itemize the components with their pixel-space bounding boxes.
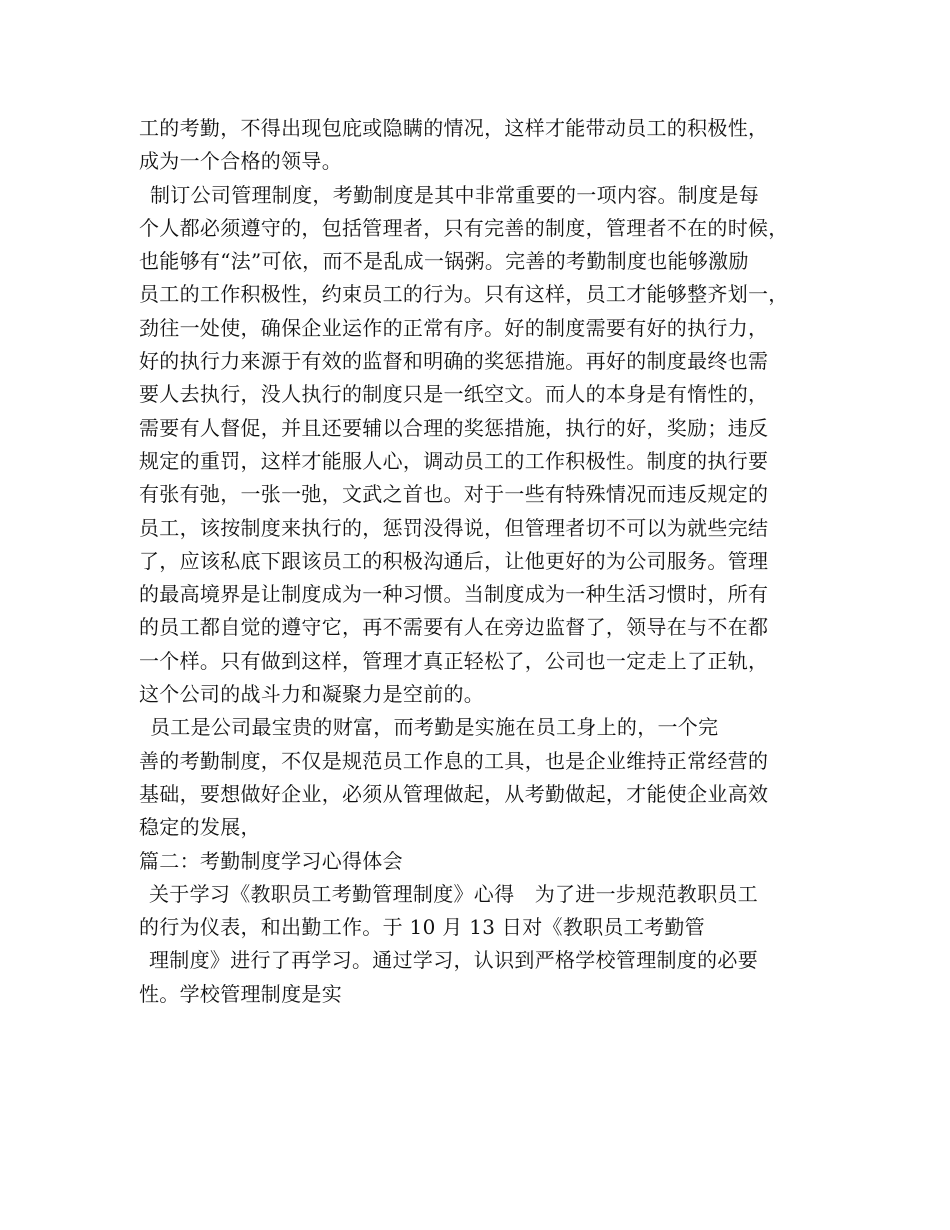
text-line: 员工，该按制度来执行的，惩罚没得说，但管理者切不可以为就些完结	[139, 515, 769, 540]
text-line: 员工的工作积极性，约束员工的行为。只有这样，员工才能够整齐划一，	[139, 282, 789, 307]
text-line: 善的考勤制度，不仅是规范员工作息的工具，也是企业维持正常经营的	[139, 748, 769, 773]
text-line: 要人去执行，没人执行的制度只是一纸空文。而人的本身是有惰性的，	[139, 382, 769, 407]
paragraph-start-line: 关于学习《教职员工考勤管理制度》心得 为了进一步规范教职员工	[149, 881, 758, 906]
document-body	[139, 112, 829, 1011]
text-line: 的最高境界是让制度成为一种习惯。当制度成为一种生活习惯时，所有	[139, 582, 769, 607]
text-line: 基础，要想做好企业，必须从管理做起，从考勤做起，才能使企业高效	[139, 781, 769, 806]
text-line: 这个公司的战斗力和凝聚力是空前的。	[139, 682, 485, 707]
text-line: 需要有人督促，并且还要辅以合理的奖惩措施，执行的好，奖励；违反	[139, 415, 769, 440]
text-line: 一个样。只有做到这样，管理才真正轻松了，公司也一定走上了正轨，	[139, 648, 769, 673]
text-line: 的行为仪表，和出勤工作。于 10 月 13 日对《教职员工考勤管	[139, 915, 705, 940]
text-line: 工的考勤，不得出现包庇或隐瞒的情况，这样才能带动员工的积极性，	[139, 116, 769, 140]
text-line: 了，应该私底下跟该员工的积极沟通后，让他更好的为公司服务。管理	[139, 548, 769, 573]
text-line: 规定的重罚，这样才能服人心，调动员工的工作积极性。制度的执行要	[139, 448, 769, 473]
text-line: 成为一个合格的领导。	[139, 149, 342, 174]
text-line: 好的执行力来源于有效的监督和明确的奖惩措施。再好的制度最终也需	[139, 349, 769, 374]
paragraph-start-line: 制订公司管理制度，考勤制度是其中非常重要的一项内容。制度是每	[150, 182, 759, 207]
text-line: 的员工都自觉的遵守它，再不需要有人在旁边监督了，领导在与不在都	[139, 615, 769, 640]
text-line: 也能够有“法”可依，而不是乱成一锅粥。完善的考勤制度也能够激励	[139, 249, 749, 274]
paragraph-start-line: 员工是公司最宝贵的财富，而考勤是实施在员工身上的，一个完	[150, 715, 719, 740]
section-heading: 篇二：考勤制度学习心得体会	[139, 848, 403, 873]
text-line: 劲往一处使，确保企业运作的正常有序。好的制度需要有好的执行力，	[139, 315, 769, 340]
text-line: 性。学校管理制度是实	[139, 981, 342, 1006]
text-line: 个人都必须遵守的，包括管理者，只有完善的制度，管理者不在的时候，	[139, 215, 789, 240]
text-line: 理制度》进行了再学习。通过学习，认识到严格学校管理制度的必要	[149, 948, 758, 973]
text-line: 有张有弛，一张一弛，文武之首也。对于一些有特殊情况而违反规定的	[139, 482, 769, 507]
text-line: 稳定的发展，	[139, 815, 261, 840]
